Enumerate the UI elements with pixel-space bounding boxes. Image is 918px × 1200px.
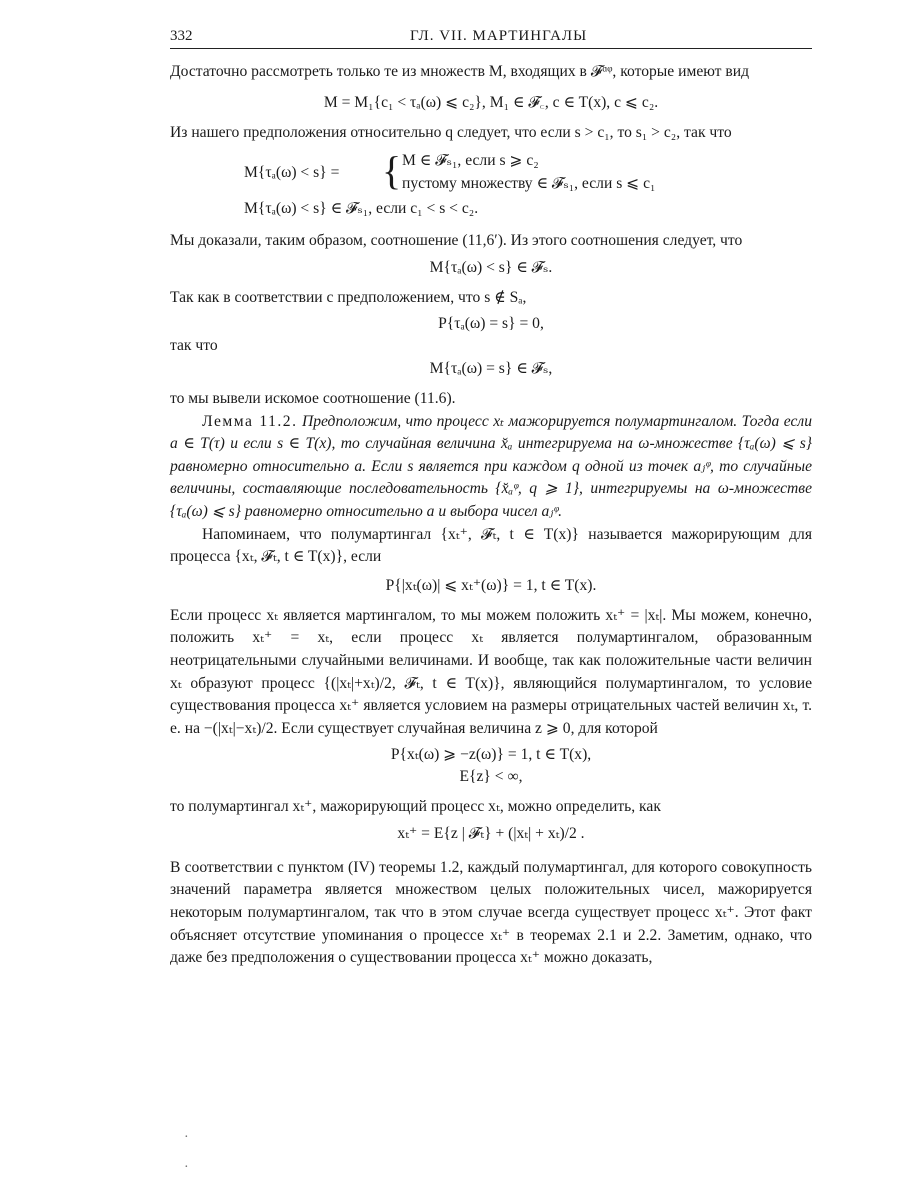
lemma-label: Лемма 11.2. (202, 412, 298, 430)
equation-m-definition: M = M₁{c₁ < τₐ(ω) ⩽ c₂}, M₁ ∈ 𝓕꜀, c ∈ T(x), c ⩽ c₂. (323, 93, 659, 111)
page (170, 26, 812, 970)
cases-line-2: пустому множеству ∈ 𝓕ₛ₁, если s ⩽ c₁ (402, 175, 656, 193)
lemma-text: Предположим, что процесс xₜ мажорируется полумартингалом. Тогда если a ∈ T(τ) и если s ∈ T(x), то случайная величина x̆ₐ интегрируема на ω-множестве {τₐ(ω) ⩽ s} равномерно относительно a. Если s является при каждом q одной из точек aⱼᵠ, то случайные величины, составляющие последовательность {x̆ₐᵠ, q ⩾ 1}, интегрируемы на ω-множестве {τₐ(ω) ⩽ s} равномерно относительно a и выбора чисел aⱼᵠ. (170, 412, 812, 520)
paragraph-proved: Мы доказали, таким образом, соотношение (11,6′). Из этого соотношения следует, что (170, 232, 743, 250)
equation-m-less-s: M{τₐ(ω) < s} ∈ 𝓕ₛ. (429, 258, 553, 276)
paragraph-intro: Достаточно рассмотреть только те из множеств M, входящих в 𝓕ᵅᵠ, которые имеют вид (170, 63, 750, 80)
paragraph-reminder: Напоминаем, что полумартингал {xₜ⁺, 𝓕ₜ, t ∈ T(x)} называется мажорирующим для процесса {xₜ, 𝓕ₜ, t ∈ T(x)}, если (170, 525, 812, 566)
paragraph-theorem: В соответствии с пунктом (IV) теоремы 1.2, каждый полумартингал, для которого совокупность значений параметра является множеством целых положительных чисел, мажорируется некоторым полумартингалом, так что в этом случае всегда существует процесс xₜ⁺. Этот факт объясняет отсутствие упоминания о процессе xₜ⁺ в теоремах 2.1 и 2.2. Заметим, однако, что даже без предположения о существовании процесса xₜ⁺ можно доказать, (170, 858, 812, 967)
equation-m-equal-s: M{τₐ(ω) = s} ∈ 𝓕ₛ, (429, 359, 553, 377)
stray-marks: · (184, 1130, 189, 1145)
cases-lhs: M{τₐ(ω) < s} = (244, 164, 340, 182)
paragraph-since: Так как в соответствии с предположением, что s ∉ Sₐ, (170, 288, 527, 306)
paragraph-derived: то мы вывели искомое соотношение (11.6). (170, 389, 456, 407)
equation-m-interval: M{τₐ(ω) < s} ∈ 𝓕ₛ₁, если c₁ < s < c₂. (244, 200, 479, 218)
page-number: 332 (170, 28, 193, 44)
equation-p-lower-bound: P{xₜ(ω) ⩾ −z(ω)} = 1, t ∈ T(x), (390, 746, 592, 764)
equation-p-zero: P{τₐ(ω) = s} = 0, (438, 315, 544, 333)
stray-marks-2: · (184, 1160, 189, 1175)
paragraph-martingale: Если процесс xₜ является мартингалом, то мы можем положить xₜ⁺ = |xₜ|. Мы можем, конечно, положить xₜ⁺ = xₜ, если процесс xₜ является полумартингалом, образованным неотрицательными случайными величинами. И вообще, так как положительные части величин xₜ образуют процесс {(|xₜ|+xₜ)/2, 𝓕ₜ, t ∈ T(x)}, являющийся полумартингалом, то условие существования процесса xₜ⁺ является условием на размеры отрицательных частей величин xₜ, т. е. на −(|xₜ|−xₜ)/2. Если существует случайная величина z ⩾ 0, для которой (170, 606, 812, 737)
equation-expectation-finite: E{z} < ∞, (459, 768, 523, 786)
paragraph-so-that: так что (170, 337, 218, 355)
running-header (170, 26, 812, 49)
paragraph-assumption: Из нашего предположения относительно q следует, что если s > c₁, то s₁ > c₂, так что (170, 123, 732, 141)
running-title: ГЛ. VII. МАРТИНГАЛЫ (410, 28, 588, 44)
lemma-11-2 (170, 411, 812, 524)
equation-cases (170, 150, 812, 196)
equation-majorant: P{|xₜ(ω)| ⩽ xₜ⁺(ω)} = 1, t ∈ T(x). (385, 576, 597, 594)
cases-brace: { (382, 148, 402, 194)
cases-line-1: M ∈ 𝓕ₛ₁, если s ⩾ c₂ (402, 152, 539, 170)
equation-x-plus: xₜ⁺ = E{z | 𝓕ₜ} + (|xₜ| + xₜ)/2 . (397, 824, 585, 842)
paragraph-define: то полумартингал xₜ⁺, мажорирующий процесс xₜ, можно определить, как (170, 798, 661, 816)
